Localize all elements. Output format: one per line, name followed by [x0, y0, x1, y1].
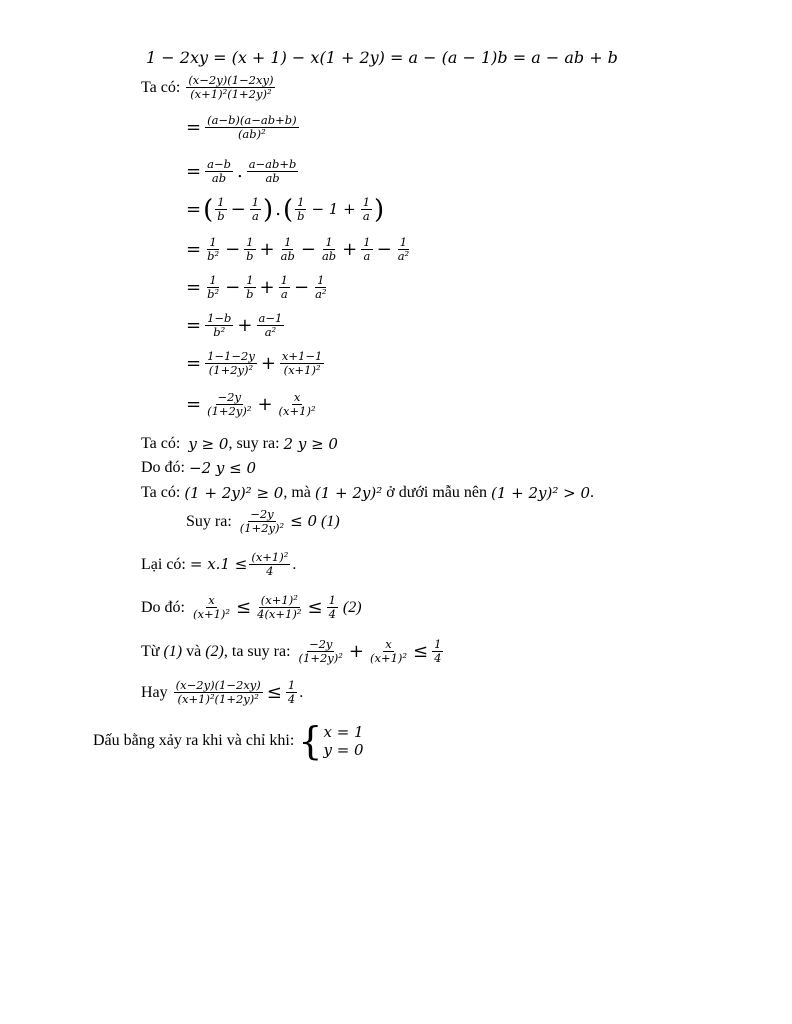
step-line-9: = $\frac{1-1-2y}{\text{(1+2y)²}}$ + $\frac{x+1-1}{\text{(x+1)²}}$ [186, 349, 323, 378]
step-line-4: = $\frac{a-b}{ab}$ . $\frac{a-ab+b}{ab}$ [186, 157, 297, 186]
inequality-tag-2: (2) [342, 598, 362, 616]
step-line-1 [146, 50, 618, 66]
main-fraction [186, 74, 275, 101]
equality-condition: Dấu bằng xảy ra khi và chỉ khi: { x = 1 y = 0 [93, 719, 364, 763]
fraction-ab: $\frac{(a-b)(a-ab+b)}{\text{(ab)²}}$ [207, 113, 297, 142]
fraction: $\frac{a-b}{ab}$ [207, 157, 231, 186]
reason-line-4: Suy ra: $\frac{-2y}{\text{(1+2y)²}}$ ≤ 0 (1) [186, 507, 340, 536]
identity-expression: 1 − 2xy = (x + 1) − x(1 + 2y) = a − (a − 1)b = a − ab + b [146, 48, 618, 67]
main-numerator: (x−2y)(1−2xy) [188, 73, 274, 87]
reason-line-3: Ta có: (1 + 2y)² ≥ 0 , mà (1 + 2y)² ở dưới mẫu nên (1 + 2y)² > 0 . [141, 483, 594, 502]
reason-line-6: Do đó: $\frac{x}{\text{(x+1)²}}$ ≤ $\frac{\text{(x+1)²}}{\text{4(x+1)²}}$ ≤ $\frac{1}{4}$ (2) [141, 593, 362, 622]
reason-line-5: Lại có: = x.1 ≤ $\frac{\text{(x+1)²}}{4}$ . [141, 550, 297, 579]
fraction: $\frac{a-ab+b}{ab}$ [248, 157, 297, 186]
equals-sign: = [186, 116, 202, 138]
step-line-2 [141, 74, 277, 101]
reason-line-2: Do đó: −2 y ≤ 0 [141, 458, 257, 477]
step-line-3 [184, 114, 301, 141]
ta-co-label: Ta có: [141, 78, 181, 96]
step-line-5: = ( $\frac{1}{b}$ − $\frac{1}{a}$ ) . ( $\frac{1}{b}$ − 1 + $\frac{1}{a}$ ) [186, 194, 385, 225]
reason-line-7: Từ (1) và (2) , ta suy ra: $\frac{-2y}{\text{(1+2y)²}}$ + $\frac{x}{\text{(x+1)²}}$ ≤ $\frac{1}{4}$ [141, 637, 442, 666]
reason-line-8: Hay $\frac{(x-2y)(1-2xy)}{\text{(x+1)²(1+2y)²}}$ ≤ $\frac{1}{4}$ . [141, 678, 304, 707]
equation-system: x = 1 y = 0 [323, 723, 364, 759]
reason-line-1: Ta có: y ≥ 0 , suy ra: 2 y ≥ 0 [141, 434, 338, 453]
inequality-tag-1: (1) [321, 512, 340, 530]
main-denominator: (x+1)²(1+2y)² [190, 87, 272, 102]
step-line-6: = $\frac{1}{\text{b²}}$ − $\frac{1}{b}$ + $\frac{1}{ab}$ − $\frac{1}{ab}$ + $\frac{1}{a}$ − $\frac{1}{\text{a²}}$ [186, 235, 410, 264]
step-line-7: = $\frac{1}{\text{b²}}$ − $\frac{1}{b}$ + $\frac{1}{a}$ − $\frac{1}{\text{a²}}$ [186, 273, 327, 302]
left-brace: { [298, 719, 323, 763]
step-line-8: = $\frac{1-b}{\text{b²}}$ + $\frac{a-1}{\text{a²}}$ [186, 311, 283, 340]
step-line-10: = $\frac{-2y}{\text{(1+2y)²}}$ + $\frac{x}{\text{(x+1)²}}$ [186, 390, 316, 419]
